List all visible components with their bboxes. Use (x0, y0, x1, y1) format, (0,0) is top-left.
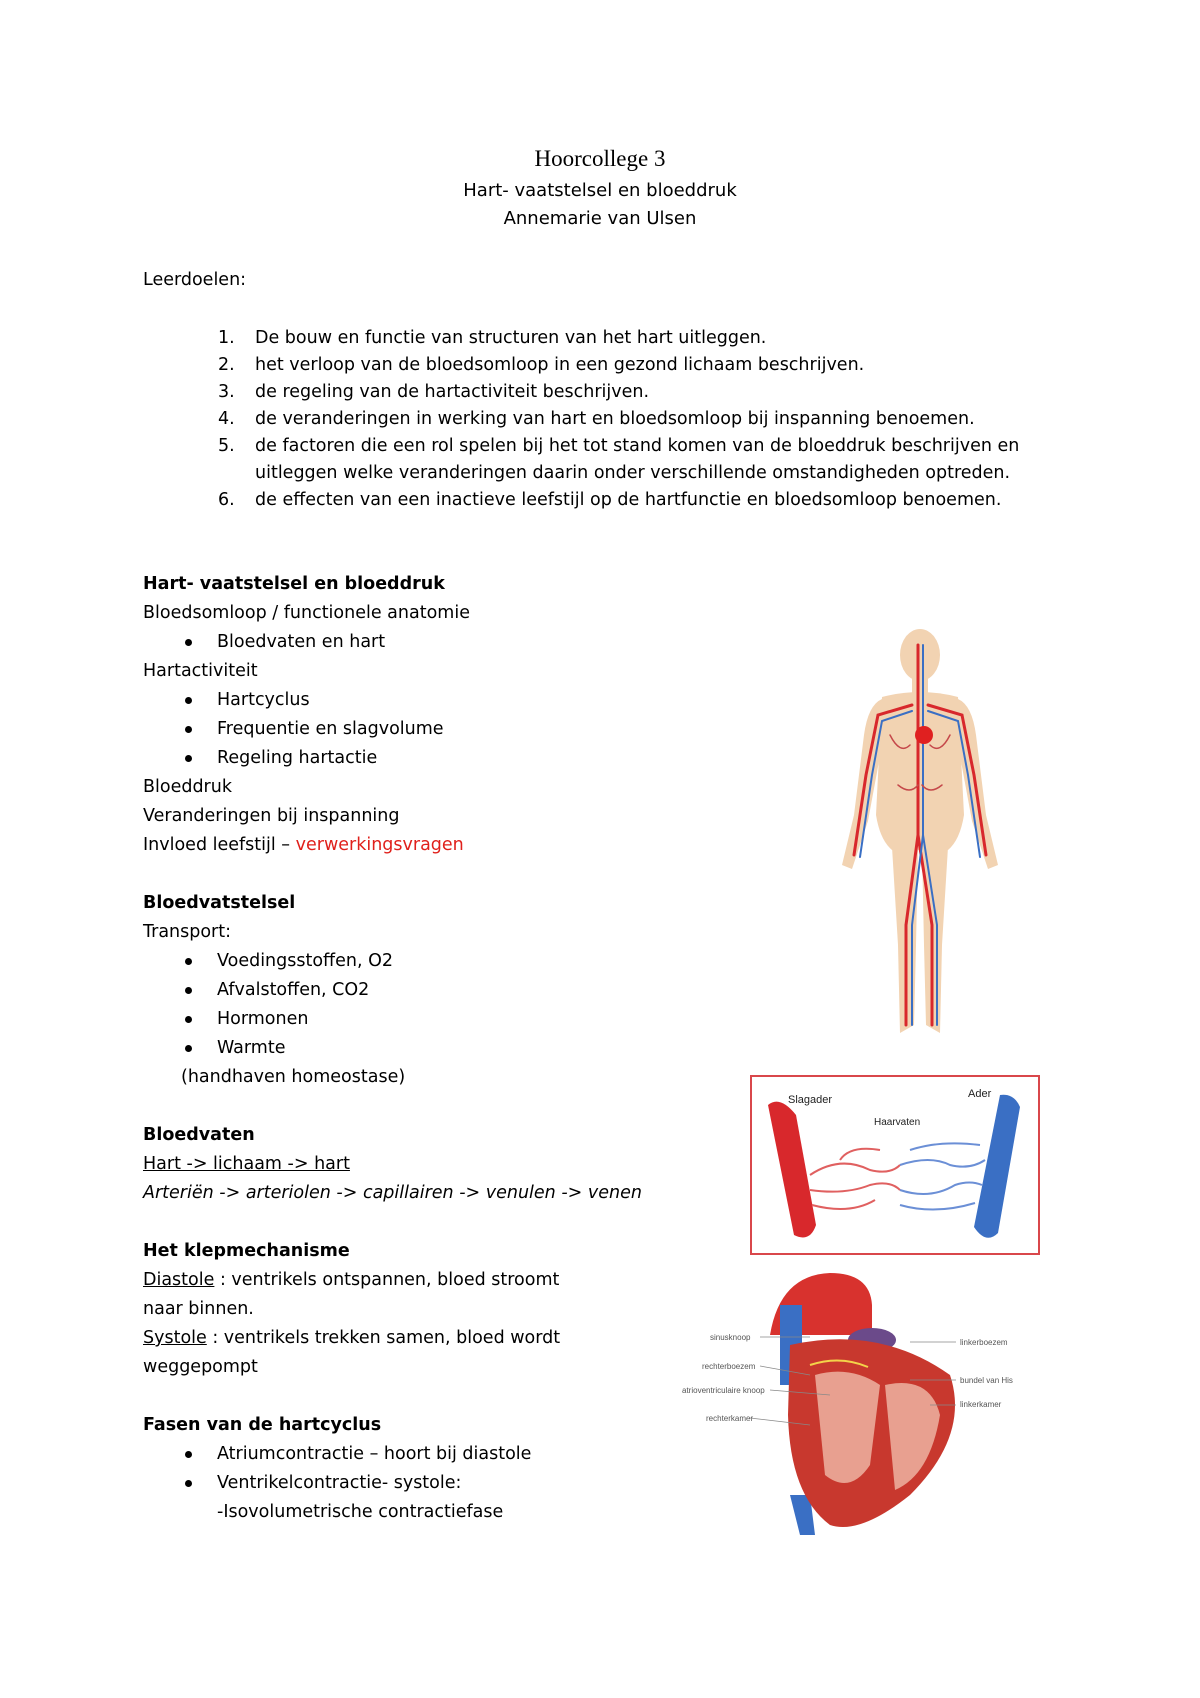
list-text: De bouw en functie van structuren van het hart uitleggen. (255, 328, 767, 348)
vessel-chain: Arteriën -> arteriolen -> capillairen -> venulen -> venen (143, 1183, 642, 1203)
bullet-text: Warmte (217, 1038, 286, 1058)
diastole-label: Diastole (143, 1270, 215, 1290)
bullet-dot (185, 1480, 192, 1487)
list-number: 3. (218, 382, 235, 402)
list-text: de factoren die een rol spelen bij het tot stand komen van de bloeddruk beschrijven en (255, 436, 1020, 456)
heart-label: rechterboezem (702, 1362, 756, 1371)
bullet-text: Frequentie en slagvolume (217, 719, 444, 739)
list-number: 4. (218, 409, 235, 429)
list-text: uitleggen welke veranderingen daarin onder verschillende omstandigheden optreden. (255, 463, 1011, 483)
overview-line (143, 833, 464, 857)
artery-label: Slagader (788, 1094, 833, 1106)
transport-label: Transport: (143, 922, 232, 942)
list-number: 6. (218, 490, 235, 510)
body-silhouette (842, 629, 998, 1033)
lifestyle-prefix: Invloed leefstijl – (143, 835, 296, 855)
systole-text: : ventrikels trekken samen, bloed wordt (206, 1328, 561, 1348)
heart-marker (915, 726, 933, 744)
section-heading-vascular: Bloedvatstelsel (143, 893, 296, 913)
list-number: 5. (218, 436, 235, 456)
section-heading-overview: Hart- vaatstelsel en bloeddruk (143, 574, 445, 594)
homeostasis-note: (handhaven homeostase) (181, 1067, 406, 1087)
bullet-text: Afvalstoffen, CO2 (217, 980, 370, 1000)
section-heading-valves: Het klepmechanisme (143, 1241, 350, 1261)
bullet-dot (185, 1451, 192, 1458)
systole-line (143, 1326, 560, 1350)
overview-line: Veranderingen bij inspanning (143, 806, 400, 826)
list-number: 2. (218, 355, 235, 375)
overview-line: Hartactiviteit (143, 661, 258, 681)
list-text: de effecten van een inactieve leefstijl op de hartfunctie en bloedsomloop benoemen. (255, 490, 1002, 510)
bullet-dot (185, 958, 192, 965)
systole-line-2: weggepompt (143, 1357, 258, 1377)
bullet-dot (185, 755, 192, 762)
document-subtitle: Hart- vaatstelsel en bloeddruk (463, 180, 737, 201)
list-text: de veranderingen in werking van hart en bloedsomloop bij inspanning benoemen. (255, 409, 975, 429)
bullet-text: Atriumcontractie – hoort bij diastole (217, 1444, 532, 1464)
list-number: 1. (218, 328, 235, 348)
section-heading-vessels: Bloedvaten (143, 1125, 255, 1145)
bullet-text: Ventrikelcontractie- systole: (217, 1473, 462, 1493)
bullet-dot (185, 1045, 192, 1052)
bullet-text: Hormonen (217, 1009, 309, 1029)
bullet-dot (185, 639, 192, 646)
bullet-dot (185, 1016, 192, 1023)
list-text: het verloop van de bloedsomloop in een gezond lichaam beschrijven. (255, 355, 865, 375)
heart-label: linkerboezem (960, 1338, 1008, 1347)
document-author: Annemarie van Ulsen (503, 208, 697, 229)
systole-label: Systole (143, 1328, 207, 1348)
list-text: de regeling van de hartactiviteit beschrijven. (255, 382, 650, 402)
heart-label: bundel van His (960, 1376, 1013, 1385)
overview-line: Bloeddruk (143, 777, 232, 797)
bullet-text: Bloedvaten en hart (217, 632, 386, 652)
heart-label: linkerkamer (960, 1400, 1002, 1409)
heart-anatomy-figure (610, 1265, 1050, 1540)
bullet-text: Voedingsstoffen, O2 (217, 951, 394, 971)
vessel-route: Hart -> lichaam -> hart (143, 1154, 350, 1174)
phase-sub-item: -Isovolumetrische contractiefase (217, 1502, 504, 1522)
vein-label: Ader (968, 1088, 992, 1100)
heart-label: rechterkamer (706, 1414, 754, 1423)
objectives-label: Leerdoelen: (143, 270, 247, 290)
heart-label: atrioventriculaire knoop (682, 1386, 765, 1395)
overview-line: Bloedsomloop / functionele anatomie (143, 603, 470, 623)
diastole-line-2: naar binnen. (143, 1299, 254, 1319)
diastole-text: : ventrikels ontspannen, bloed stroomt (214, 1270, 560, 1290)
heart-shape (770, 1273, 955, 1535)
document-title: Hoorcollege 3 (534, 146, 666, 171)
bullet-text: Hartcyclus (217, 690, 310, 710)
section-heading-phases: Fasen van de hartcyclus (143, 1415, 382, 1435)
bullet-text: Regeling hartactie (217, 748, 378, 768)
capillary-network-figure (750, 1075, 1040, 1255)
heart-label: sinusknoop (710, 1333, 751, 1342)
bullet-dot (185, 726, 192, 733)
lifestyle-red-text: verwerkingsvragen (295, 835, 464, 855)
bullet-dot (185, 697, 192, 704)
diastole-line (143, 1268, 559, 1292)
capillaries-label: Haarvaten (874, 1117, 921, 1128)
circulatory-system-figure (820, 625, 1020, 1045)
bullet-dot (185, 987, 192, 994)
